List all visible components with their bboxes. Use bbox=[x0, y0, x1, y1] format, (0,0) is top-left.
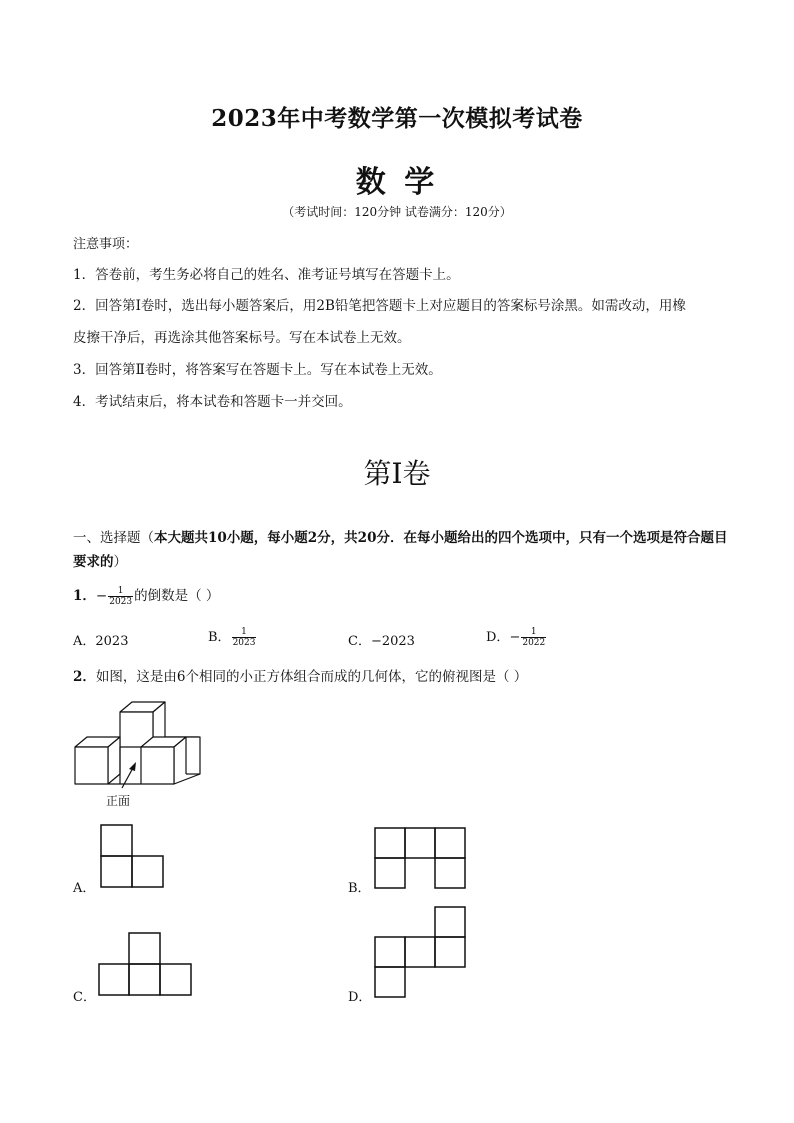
b-square bbox=[375, 858, 405, 888]
section-bold-text: 本大题共10小题，每小题2分，共20分．在每小题给出的四个选项中，只有一个选项是符合题目要求的 bbox=[73, 530, 728, 570]
q1-option-b-fraction bbox=[232, 627, 257, 648]
q1-option-b-den: 2023 bbox=[232, 638, 256, 648]
q1-option-b-num: 1 bbox=[232, 627, 257, 638]
q1-option-d-label: D． bbox=[486, 630, 510, 645]
b-square bbox=[405, 828, 435, 858]
cube-right-front bbox=[141, 747, 174, 784]
q1-option-a-value: 2023 bbox=[95, 634, 129, 649]
c-square bbox=[129, 964, 160, 995]
notice-item-1: 1．答卷前，考生务必将自己的姓名、准考证号填写在答题卡上。 bbox=[73, 267, 460, 283]
d-square bbox=[435, 937, 465, 967]
q1-option-a-label: A． bbox=[73, 634, 96, 649]
q1-option-d-fraction bbox=[521, 627, 546, 648]
notice-item-3: 3．回答第Ⅱ卷时，将答案写在答题卡上。写在本试卷上无效。 bbox=[73, 362, 442, 378]
q1-option-c-value: −2023 bbox=[370, 634, 415, 649]
d-square bbox=[375, 937, 405, 967]
a-square bbox=[101, 825, 132, 856]
section-prefix: 一、选择题（ bbox=[73, 530, 154, 546]
q2-option-c-figure[interactable] bbox=[98, 932, 194, 996]
notice-item-2: 2．回答第Ⅰ卷时，选出每小题答案后，用2B铅笔把答题卡上对应题目的答案标号涂黑。如需改动，用橡 bbox=[73, 298, 686, 314]
part-title: 第Ⅰ卷 bbox=[363, 457, 431, 490]
q1-option-d-den: 2022 bbox=[522, 638, 546, 648]
q1-stem-tail: 的倒数是（ ） bbox=[134, 588, 220, 604]
q1-option-c-label: C． bbox=[348, 634, 371, 649]
q2-option-a-label[interactable]: A． bbox=[73, 881, 96, 896]
exam-title: 2023年中考数学第一次模拟考试卷 bbox=[211, 105, 583, 132]
q2-front-label: 正面 bbox=[106, 794, 131, 808]
cube-right-side bbox=[174, 737, 200, 784]
notice-item-2-cont: 皮擦干净后，再选涂其他答案标号。写在本试卷上无效。 bbox=[73, 330, 411, 346]
q2-option-b-label[interactable]: B． bbox=[348, 881, 371, 896]
notice-heading: 注意事项： bbox=[73, 237, 139, 252]
q2-number: 2． bbox=[73, 669, 96, 685]
subject-title: 数 学 bbox=[355, 165, 439, 200]
q1-frac-num: 1 bbox=[108, 586, 133, 597]
q1-option-d-num: 1 bbox=[521, 627, 546, 638]
a-square bbox=[132, 856, 163, 887]
q1-fraction bbox=[108, 586, 133, 607]
q1-option-b-label: B． bbox=[208, 630, 231, 645]
section-heading bbox=[73, 526, 733, 574]
c-square bbox=[129, 933, 160, 964]
section-suffix: ） bbox=[113, 554, 127, 570]
q1-minus: − bbox=[95, 588, 108, 604]
d-square bbox=[435, 907, 465, 937]
notice-item-4: 4．考试结束后，将本试卷和答题卡一并交回。 bbox=[73, 394, 352, 410]
q1-option-b[interactable] bbox=[208, 626, 257, 648]
cube-left-front bbox=[75, 747, 108, 784]
b-square bbox=[435, 858, 465, 888]
question-2 bbox=[73, 665, 527, 685]
q2-option-d-label[interactable]: D． bbox=[348, 990, 372, 1005]
q1-number: 1． bbox=[73, 588, 96, 604]
q1-option-c[interactable] bbox=[348, 630, 415, 649]
q2-option-b-figure[interactable] bbox=[374, 827, 468, 889]
q2-stem: 如图，这是由6个相同的小正方体组合而成的几何体，它的俯视图是（ ） bbox=[95, 669, 528, 685]
q2-option-a-figure[interactable] bbox=[100, 824, 166, 888]
d-square bbox=[375, 967, 405, 997]
q2-option-c-label[interactable]: C． bbox=[73, 990, 96, 1005]
b-square bbox=[435, 828, 465, 858]
q2-option-d-figure[interactable] bbox=[374, 906, 468, 998]
q1-option-a[interactable] bbox=[73, 630, 128, 649]
q1-option-d[interactable] bbox=[486, 626, 547, 648]
a-square bbox=[101, 856, 132, 887]
exam-info: （考试时间：120分钟 试卷满分：120分） bbox=[282, 205, 512, 219]
c-square bbox=[99, 964, 129, 995]
c-square bbox=[160, 964, 191, 995]
d-square bbox=[405, 937, 435, 967]
q1-option-d-minus: − bbox=[509, 630, 521, 645]
question-1 bbox=[73, 584, 219, 607]
q1-frac-den: 2023 bbox=[109, 597, 133, 607]
front-arrow-head bbox=[129, 762, 136, 771]
q2-cube-figure bbox=[70, 700, 210, 812]
b-square bbox=[375, 828, 405, 858]
